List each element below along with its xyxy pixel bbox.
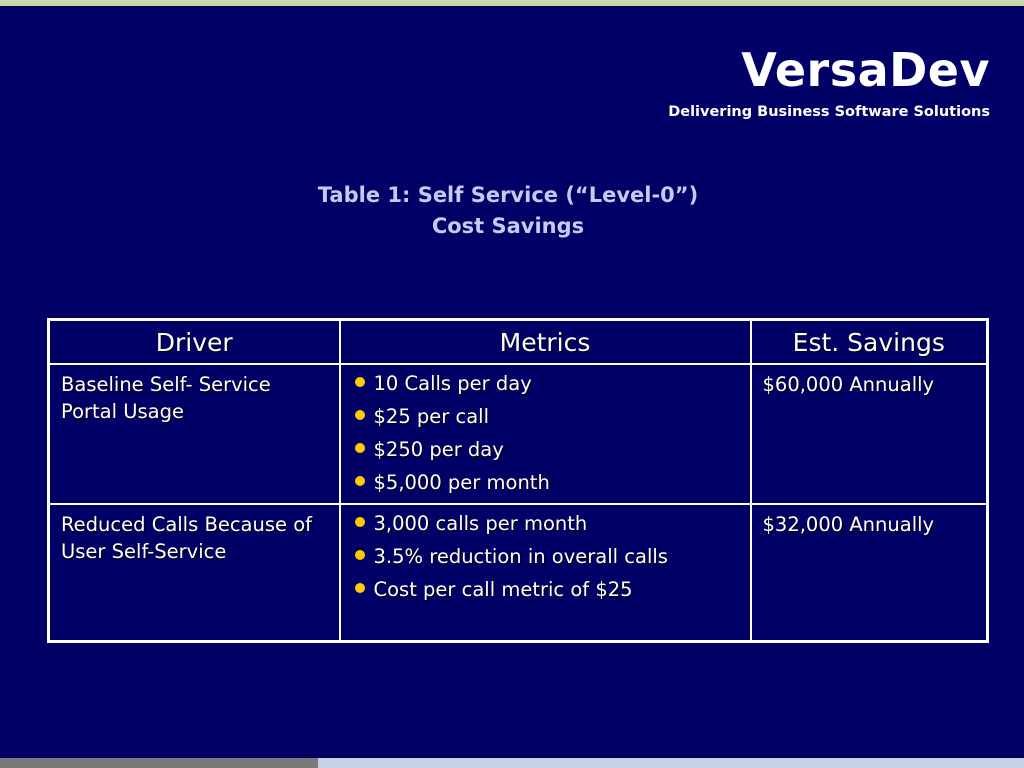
list-item xyxy=(352,540,740,573)
slide-title xyxy=(0,180,1016,242)
bullet-dot-icon xyxy=(355,377,365,387)
metric-text: $5,000 per month xyxy=(373,471,550,494)
table-row xyxy=(49,364,988,504)
top-border xyxy=(0,0,1024,6)
header-driver: Driver xyxy=(49,320,340,365)
bullet-dot-icon xyxy=(355,410,365,420)
savings-cell: $32,000 Annually xyxy=(751,504,988,642)
bullet-dot-icon xyxy=(355,550,365,560)
metrics-cell xyxy=(340,364,751,504)
metrics-cell xyxy=(340,504,751,642)
metrics-list xyxy=(352,367,740,499)
bullet-dot-icon xyxy=(355,583,365,593)
metrics-list xyxy=(352,507,740,606)
table-header-row xyxy=(49,320,988,365)
list-item xyxy=(352,573,740,606)
brand-block xyxy=(668,42,990,121)
bottom-bar-left xyxy=(0,758,318,768)
driver-cell: Reduced Calls Because of User Self-Service xyxy=(49,504,340,642)
bottom-bar-right xyxy=(318,758,1024,768)
list-item xyxy=(352,466,740,499)
table-row xyxy=(49,504,988,642)
slide-title-line-2: Cost Savings xyxy=(431,214,585,238)
metric-text: $250 per day xyxy=(373,438,504,461)
metric-text: 10 Calls per day xyxy=(373,372,532,395)
list-item xyxy=(352,367,740,400)
header-metrics: Metrics xyxy=(340,320,751,365)
bullet-dot-icon xyxy=(355,443,365,453)
brand-name: VersaDev xyxy=(741,43,990,97)
metric-text: 3.5% reduction in overall calls xyxy=(373,545,668,568)
bullet-dot-icon xyxy=(355,476,365,486)
driver-cell: Baseline Self- Service Portal Usage xyxy=(49,364,340,504)
brand-tagline: Delivering Business Software Solutions xyxy=(668,104,990,120)
list-item xyxy=(352,433,740,466)
cost-savings-table xyxy=(47,318,989,643)
metric-text: $25 per call xyxy=(373,405,490,428)
header-est-savings: Est. Savings xyxy=(751,320,988,365)
list-item xyxy=(352,400,740,433)
metric-text: Cost per call metric of $25 xyxy=(373,578,633,601)
metric-text: 3,000 calls per month xyxy=(373,512,588,535)
savings-cell: $60,000 Annually xyxy=(751,364,988,504)
slide-title-line-1: Table 1: Self Service (“Level-0”) xyxy=(317,183,699,207)
bullet-dot-icon xyxy=(355,517,365,527)
list-item xyxy=(352,507,740,540)
